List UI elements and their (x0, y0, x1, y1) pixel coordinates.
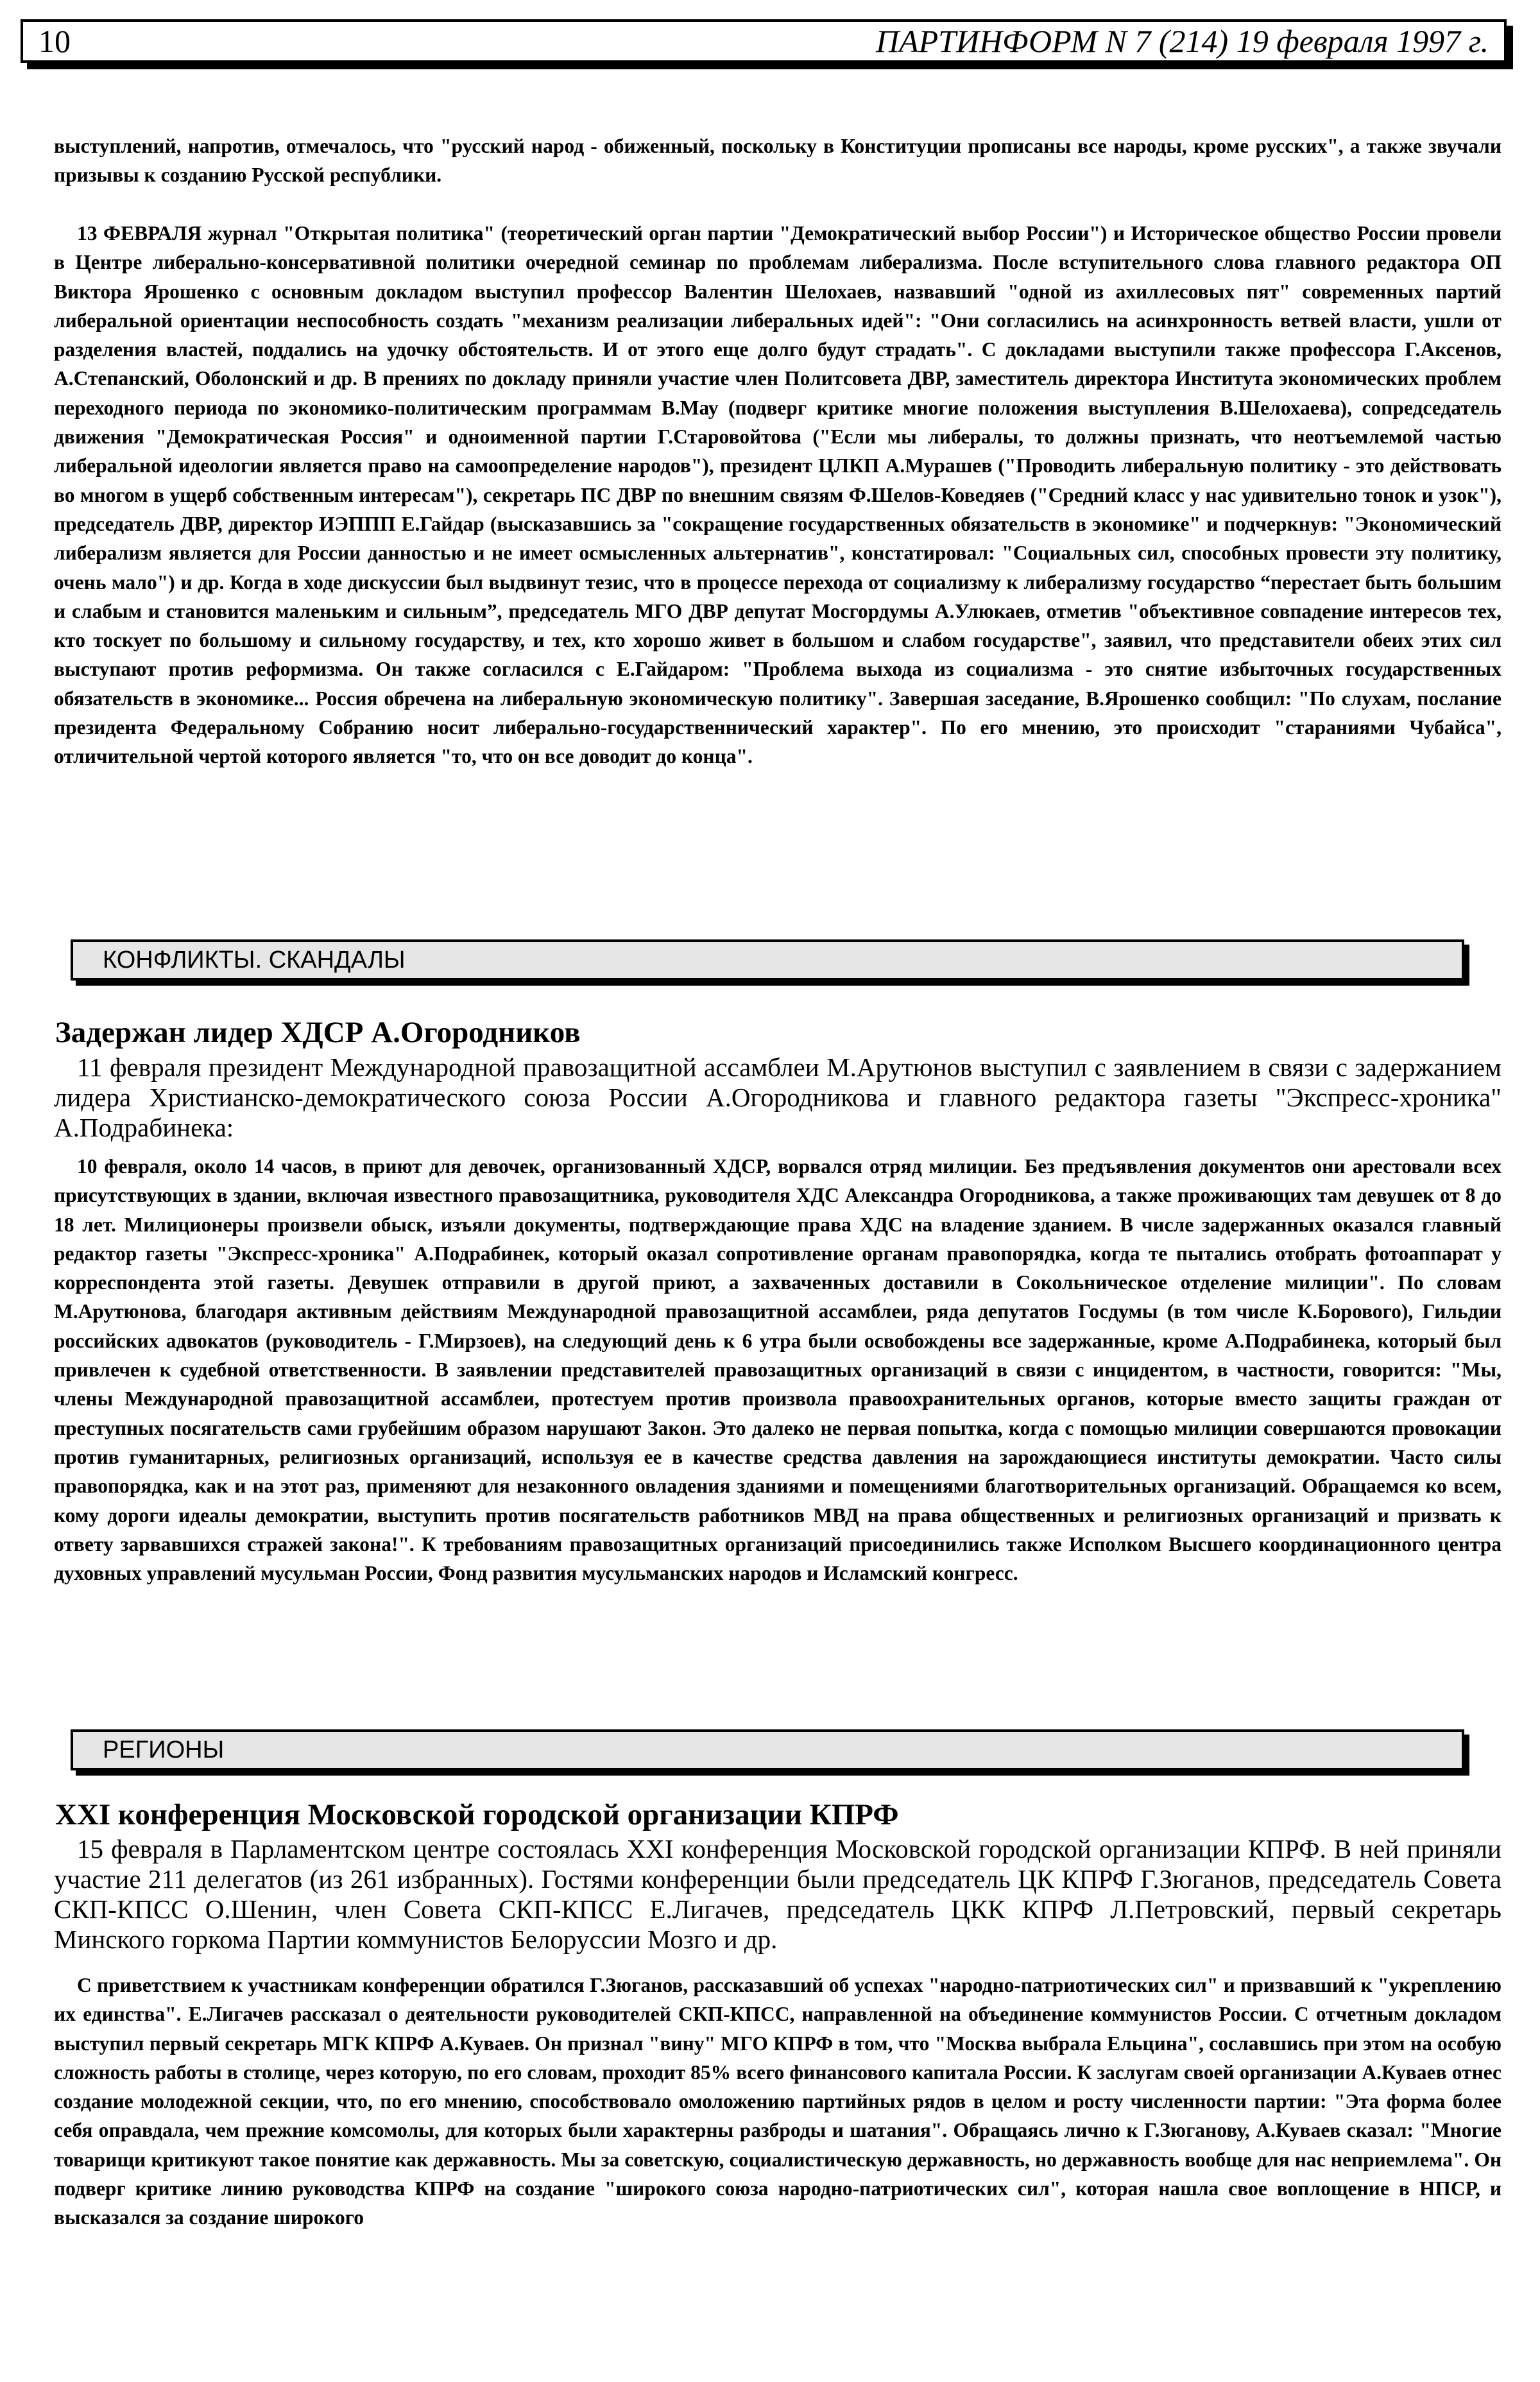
article-2-title: XXI конференция Московской городской организации КПРФ (55, 1798, 899, 1831)
section-title: КОНФЛИКТЫ. СКАНДАЛЫ (103, 946, 406, 973)
section-title: РЕГИОНЫ (103, 1736, 225, 1763)
section-header-regions (71, 1729, 1464, 1770)
article-2-lead: 15 февраля в Парламентском центре состоялась XXI конференция Московской городской организации КПРФ. В ней приняли участие 211 делегатов (из 261 избранных). Гостями конференции были председатель ЦК КПРФ Г.Зюганов, председатель Совета СКП-КПСС О.Шенин, член Совета СКП-КПСС Е.Лигачев, председатель ЦКК КПРФ Л.Петровский, первый секретарь Минского горкома Партии коммунистов Белоруссии Мозго и др. (54, 1834, 1502, 1954)
article-1-body: 10 февраля, около 14 часов, в приют для девочек, организованный ХДСР, ворвался отряд милиции. Без предъявления документов они арестовали всех присутствующих в здании, включая известного правозащитника, руководителя ХДС Александра Огородникова, а также проживающих там девушек от 8 до 18 лет. Милиционеры произвели обыск, изъяли документы, подтверждающие права ХДС на владение зданием. В числе задержанных оказался главный редактор газеты "Экспресс-хроника" А.Подрабинек, который оказал сопротивление органам правопорядка, когда те пытались отобрать фотоаппарат у корреспондента этой газеты. Девушек отправили в другой приют, а захваченных доставили в Сокольническое отделение милиции". По словам М.Арутюнова, благодаря активным действиям Международной правозащитной ассамблеи, ряда депутатов Госдумы (в том числе К.Борового), Гильдии российских адвокатов (руководитель - Г.Мирзоев), на следующий день к 6 утра были освобождены все задержанные, кроме А.Подрабинека, который был привлечен к судебной ответственности. В заявлении представителей правозащитных организаций в связи с инцидентом, в частности, говорится: "Мы, члены Международной правозащитной ассамблеи, протестуем против произвола правоохранительных органов, которые вместо защиты граждан от преступных посягательств сами грубейшим образом нарушают Закон. Это далеко не первая попытка, когда с помощью милиции совершаются провокации против гуманитарных, религиозных организаций, используя ее в качестве средства давления на зарождающиеся институты демократии. Часто силы правопорядка, как и на этот раз, применяют для незаконного овладения зданиями и помещениями благотворительных организаций. Обращаемся ко всем, кому дороги идеалы демократии, выступить против посягательств работников МВД на права общественных и религиозных организаций и призвать к ответу зарвавшихся стражей закона!". К требованиям правозащитных организаций присоединились также Исполком Высшего координационного центра духовных управлений мусульман России, Фонд развития мусульманских народов и Исламский конгресс. (54, 1155, 1502, 1585)
section-header-conflicts (71, 939, 1464, 981)
intro-paragraph-2: 13 ФЕВРАЛЯ журнал "Открытая политика" (теоретический орган партии "Демократический выбор России") и Историческое общество России провели в Центре либерально-консервативной политики очередной семинар по проблемам либерализма. После вступительного слова главного редактора ОП Виктора Ярошенко с основным докладом выступил профессор Валентин Шелохаев, назвавший "одной из ахиллесовых пят" современных партий либеральной ориентации неспособность создать "механизм реализации либеральных идей": "Они согласились на асинхронность ветвей власти, ушли от разделения властей, поддались на удочку обстоятельств. И от этого еще долго будут страдать". С докладами выступили также профессора Г.Аксенов, А.Степанский, Оболонский и др. В прениях по докладу приняли участие член Политсовета ДВР, заместитель директора Института экономических проблем переходного периода по экономико-политическим программам В.Мау (подверг критике многие положения выступления В.Шелохаева), сопредседатель движения "Демократическая Россия" и одноименной партии Г.Старовойтова ("Если мы либералы, то должны признать, что неотъемлемой частью либеральной идеологии является право на самоопределение народов"), президент ЦЛКП А.Мурашев ("Проводить либеральную политику - это действовать во многом в ущерб собственным интересам"), секретарь ПС ДВР по внешним связям Ф.Шелов-Коведяев ("Средний класс у нас удивительно тонок и узок"), председатель ДВР, директор ИЭППП Е.Гайдар (высказавшись за "сокращение государственных обязательств в экономике" и подчеркнув: "Экономический либерализм является для России данностью и не имеет осмысленных альтернатив", констатировал: "Социальных сил, способных провести эту политику, очень мало") и др. Когда в ходе дискуссии был выдвинут тезис, что в процессе перехода от социализму к либерализму государство “перестает быть большим и слабым и становится маленьким и сильным”, председатель МГО ДВР депутат Мосгордумы А.Улюкаев, отметив "объективное совпадение интересов тех, кто тоскует по большому и сильному государству, и тех, кто хорошо живет в большом и слабом государстве", заявил, что представители обеих этих сил выступают против реформизма. Он также согласился с Е.Гайдаром: "Проблема выхода из социализма - это снятие избыточных государственных обязательств в экономике... Россия обречена на либеральную экономическую политику". Завершая заседание, В.Ярошенко сообщил: "По слухам, послание президента Федеральному Собранию носит либерально-государственнический характер". По его мнению, это происходит "стараниями Чубайса", отличительной чертой которого является "то, что он все доводит до конца". (54, 222, 1502, 768)
issue-info: ПАРТИНФОРМ N 7 (214) 19 февраля 1997 г. (875, 23, 1489, 59)
page-header (21, 19, 1507, 63)
page-number: 10 (38, 23, 71, 59)
article-1-lead: 11 февраля президент Международной правозащитной ассамблеи М.Арутюнов выступил с заявлением в связи с задержанием лидера Христианско-демократического союза России А.Огородникова и главного редактора газеты "Экспресс-хроника" А.Подрабинека: (54, 1052, 1502, 1142)
article-2-body: С приветствием к участникам конференции обратился Г.Зюганов, рассказавший об успехах "народно-патриотических сил" и призвавший к "укреплению их единства". Е.Лигачев рассказал о деятельности руководителей СКП-КПСС, направленной на объединение коммунистов России. С отчетным докладом выступил первый секретарь МГК КПРФ А.Куваев. Он признал "вину" МГО КПРФ в том, что "Москва выбрала Ельцина", сославшись при этом на особую сложность работы в столице, через которую, по его словам, проходит 85% всего финансового капитала России. К заслугам своей организации А.Куваев отнес создание молодежной секции, что, по его мнению, способствовало омоложению партийных рядов в целом и росту численности партии: "Эта форма более себя оправдала, чем прежние комсомолы, для которых были характерны разброды и шатания". Обращаясь лично к Г.Зюганову, А.Куваев сказал: "Многие товарищи критикуют такое понятие как державность. Мы за советскую, социалистическую державность, но державность вообще для нас неприемлема". Он подверг критике линию руководства КПРФ на создание "широкого союза народно-патриотических сил", которая нашла свое воплощение в НПСР, и высказался за создание широкого (54, 1974, 1502, 2229)
article-1-title: Задержан лидер ХДСР А.Огородников (55, 1016, 581, 1049)
intro-paragraph-1: выступлений, напротив, отмечалось, что "русский народ - обиженный, поскольку в Конституции прописаны все народы, кроме русских", а также звучали призывы к созданию Русской республики. (54, 135, 1502, 187)
